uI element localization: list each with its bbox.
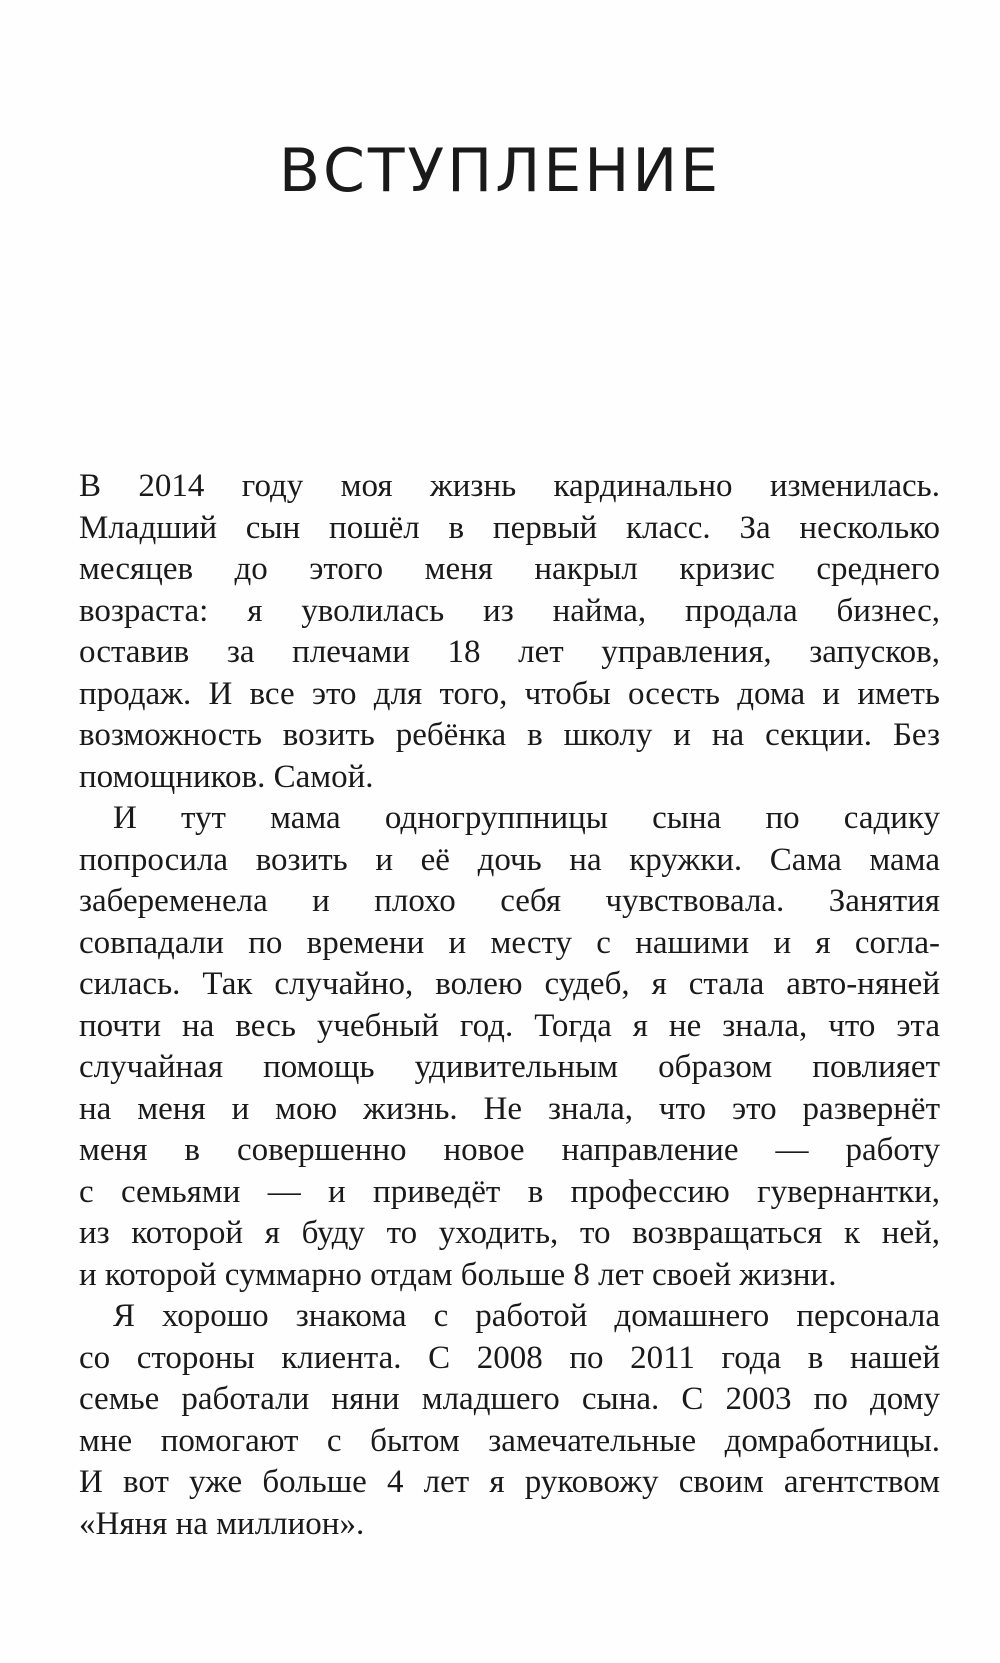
text-line: месяцев до этого меня накрыл кризис среднего (79, 551, 940, 587)
text-line: со стороны клиента. С 2008 по 2011 года в нашей (79, 1339, 940, 1376)
text-line: И вот уже больше 4 лет я руковожу своим агентством (79, 1464, 940, 1500)
text-line: меня в совершенно новое направление — работу (79, 1132, 940, 1168)
text-line: помощников. Самой. (79, 758, 374, 795)
text-line: на меня и мою жизнь. Не знала, что это развернёт (79, 1090, 940, 1127)
text-line: «Няня на миллион». (79, 1505, 365, 1542)
paragraph-1 (79, 466, 940, 798)
text-line: попросила возить и её дочь на кружки. Сама мама (79, 841, 940, 878)
chapter-title: ВСТУПЛЕНИЕ (278, 136, 722, 206)
paragraph-2 (79, 798, 940, 1296)
text-line: И тут мама одногруппницы сына по садику (113, 800, 940, 836)
paragraph-3 (79, 1296, 940, 1545)
text-line: силась. Так случайно, волею судеб, я стала авто-няней (79, 966, 940, 1002)
text-line: совпадали по времени и месту с нашими и я согла- (79, 924, 940, 961)
text-line: мне помогают с бытом замечательные домработницы. (79, 1422, 940, 1459)
text-line: В 2014 году моя жизнь кардинально изменилась. (79, 468, 940, 504)
text-line: Я хорошо знакома с работой домашнего персонала (113, 1298, 940, 1334)
text-line: с семьями — и приведёт в профессию гувернантки, (79, 1173, 940, 1210)
body-text (79, 466, 940, 1545)
text-line: семье работали няни младшего сына. С 2003 по дому (79, 1381, 940, 1417)
text-line: забеременела и плохо себя чувствовала. Занятия (79, 883, 940, 919)
text-line: почти на весь учебный год. Тогда я не знала, что эта (79, 1007, 940, 1044)
text-line: случайная помощь удивительным образом повлияет (79, 1049, 940, 1085)
text-line: продаж. И все это для того, чтобы осесть дома и иметь (79, 675, 940, 712)
text-line: оставив за плечами 18 лет управления, запусков, (79, 634, 940, 670)
text-line: из которой я буду то уходить, то возвращаться к ней, (79, 1215, 940, 1251)
text-line: возраста: я уволилась из найма, продала бизнес, (79, 592, 940, 629)
text-line: и которой суммарно отдам больше 8 лет своей жизни. (79, 1256, 837, 1293)
text-line: возможность возить ребёнка в школу и на секции. Без (79, 717, 940, 753)
text-line: Младший сын пошёл в первый класс. За несколько (79, 509, 940, 546)
